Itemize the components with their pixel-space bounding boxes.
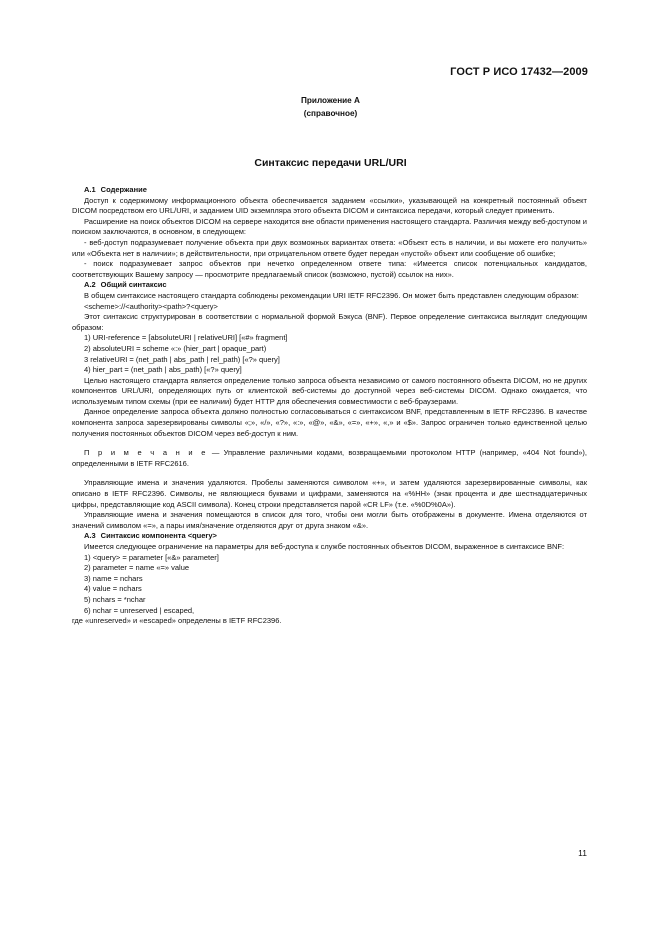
page-number: 11 [578,848,587,858]
document-body [72,185,587,627]
list-item: - поиск подразумевает запрос объектов при нечетко определенном ответе типа: «Имеется список потенциальных кандидатов, соответствующих Вашему запросу — просмотрите предлагаемый список (возможно, пустой) ссылок на них». [72,259,587,279]
section-title: Общий синтаксис [100,280,167,290]
section-number: А.2 [84,280,96,290]
paragraph: Расширение на поиск объектов DICOM на сервере находится вне области применения настоящего стандарта. Различия между веб-доступом и поиском заключаются, в основном, в следующем: [72,216,587,237]
note-label: П р и м е ч а н и е [84,448,208,458]
section-number: А.3 [84,531,96,541]
paragraph: Управляющие имена и значения удаляются. Пробелы заменяются символом «+», и затем удаляются зарезервированные символы, как описано в IETF RFC2396. Символы, не являющиеся буквами и цифрами, заменяются на «%HH» (знак процента и две шестнадцатеричных цифры, представляющие код ASCII символа). Конец строки представляется парой «CR LF» (т.е. «%0D%0A»). [72,478,587,509]
appendix-label: Приложение А [301,96,360,105]
section-heading-a1 [72,185,587,196]
bnf-rule: 2) parameter = name «=» value [84,563,190,573]
list-item: - веб-доступ подразумевает получение объекта при двух возможных вариантах ответа: «Объект есть в наличии, и вы можете его получить» или «Объекта нет в наличии»; в действительности, при отрицательном ответе будет передан «пустой» объект или сообщение об ошибке; [72,237,587,258]
paragraph: В общем синтаксисе настоящего стандарта соблюдены рекомендации URI IETF RFC2396. Он может быть представлен следующим образом: [84,290,579,300]
note-text: — Управление различными кодами, возвращаемыми протоколом HTTP (например, «404 Not found»), определенными в IETF RFC2616. [72,448,587,468]
paragraph: Данное определение запроса объекта должно полностью согласовываться с синтаксисом BNF, представленным в IETF RFC2396. В качестве компонента запроса зарезервированы символы «;», «/», «?», «:», «@», «&», «=», «+», «,» и «$». Запрос ограничен только единственной целью получения постоянных объектов DICOM через веб-доступ к ним. [72,407,587,438]
bnf-rule: 5) nchars = *nchar [84,594,146,604]
bnf-rule: 3) name = nchars [84,573,143,583]
paragraph: Этот синтаксис структурирован в соответствии с нормальной формой Бэкуса (BNF). Первое определение синтаксиса выглядит следующим образом: [72,312,587,332]
section-number: А.1 [84,185,96,194]
standard-code: ГОСТ Р ИСО 17432—2009 [450,66,588,78]
bnf-rule: 6) nchar = unreserved | escaped, [84,605,195,615]
paragraph: Целью настоящего стандарта является определение только запроса объекта независимо от самого постоянного объекта DICOM, но не других компонентов URL/URI, определяющих путь от клиентской веб-системы до доступной через веб-системы DICOM. Однако ожидается, что используемым типом схемы (при ее наличии) будет HTTP для обеспечения совместимости с веб-браузерами. [72,375,587,406]
bnf-rule: 1) <query> = parameter [«&» parameter] [84,552,219,562]
section-heading-a2 [72,280,587,291]
section-title: Содержание [100,185,147,194]
paragraph: где «unreserved» и «escaped» определены в IETF RFC2396. [72,616,282,626]
section-title: Синтаксис компонента <query> [100,531,217,541]
document-title: Синтаксис передачи URL/URI [254,157,407,169]
syntax-form: <scheme>://<authority><path>?<query> [84,301,218,311]
bnf-rule: 1) URI-reference = [absoluteURI | relativeURI] [«#» fragment] [84,333,288,343]
note [72,448,587,469]
bnf-rule: 2) absoluteURI = scheme «:» (hier_part | opaque_part) [84,343,267,353]
appendix-heading [0,94,661,120]
paragraph: Доступ к содержимому информационного объекта обеспечивается заданием «ссылки», указывающей на конкретный постоянный объект DICOM посредством его URL/URI, и заданием UID экземпляра этого объекта DICOM и синтаксиса передачи, который следует применить. [72,195,587,216]
paragraph: Имеется следующее ограничение на параметры для веб-доступа к службе постоянных объектов DICOM, выраженное в синтаксисе BNF: [84,542,565,551]
bnf-rule: 3 relativeURI = (net_path | abs_path | rel_path) [«?» query] [84,354,280,364]
appendix-kind: (справочное) [303,109,358,118]
bnf-rule: 4) hier_part = (net_path | abs_path) [«?» query] [84,365,242,375]
paragraph: Управляющие имена и значения помещаются в список для того, чтобы они могли быть отображены в документе. Имена отделяются от значений символом «=», а пары имя/значение отделяются друг от друга знаком «&». [72,510,587,530]
section-heading-a3 [72,531,587,542]
bnf-rule: 4) value = nchars [84,584,142,594]
